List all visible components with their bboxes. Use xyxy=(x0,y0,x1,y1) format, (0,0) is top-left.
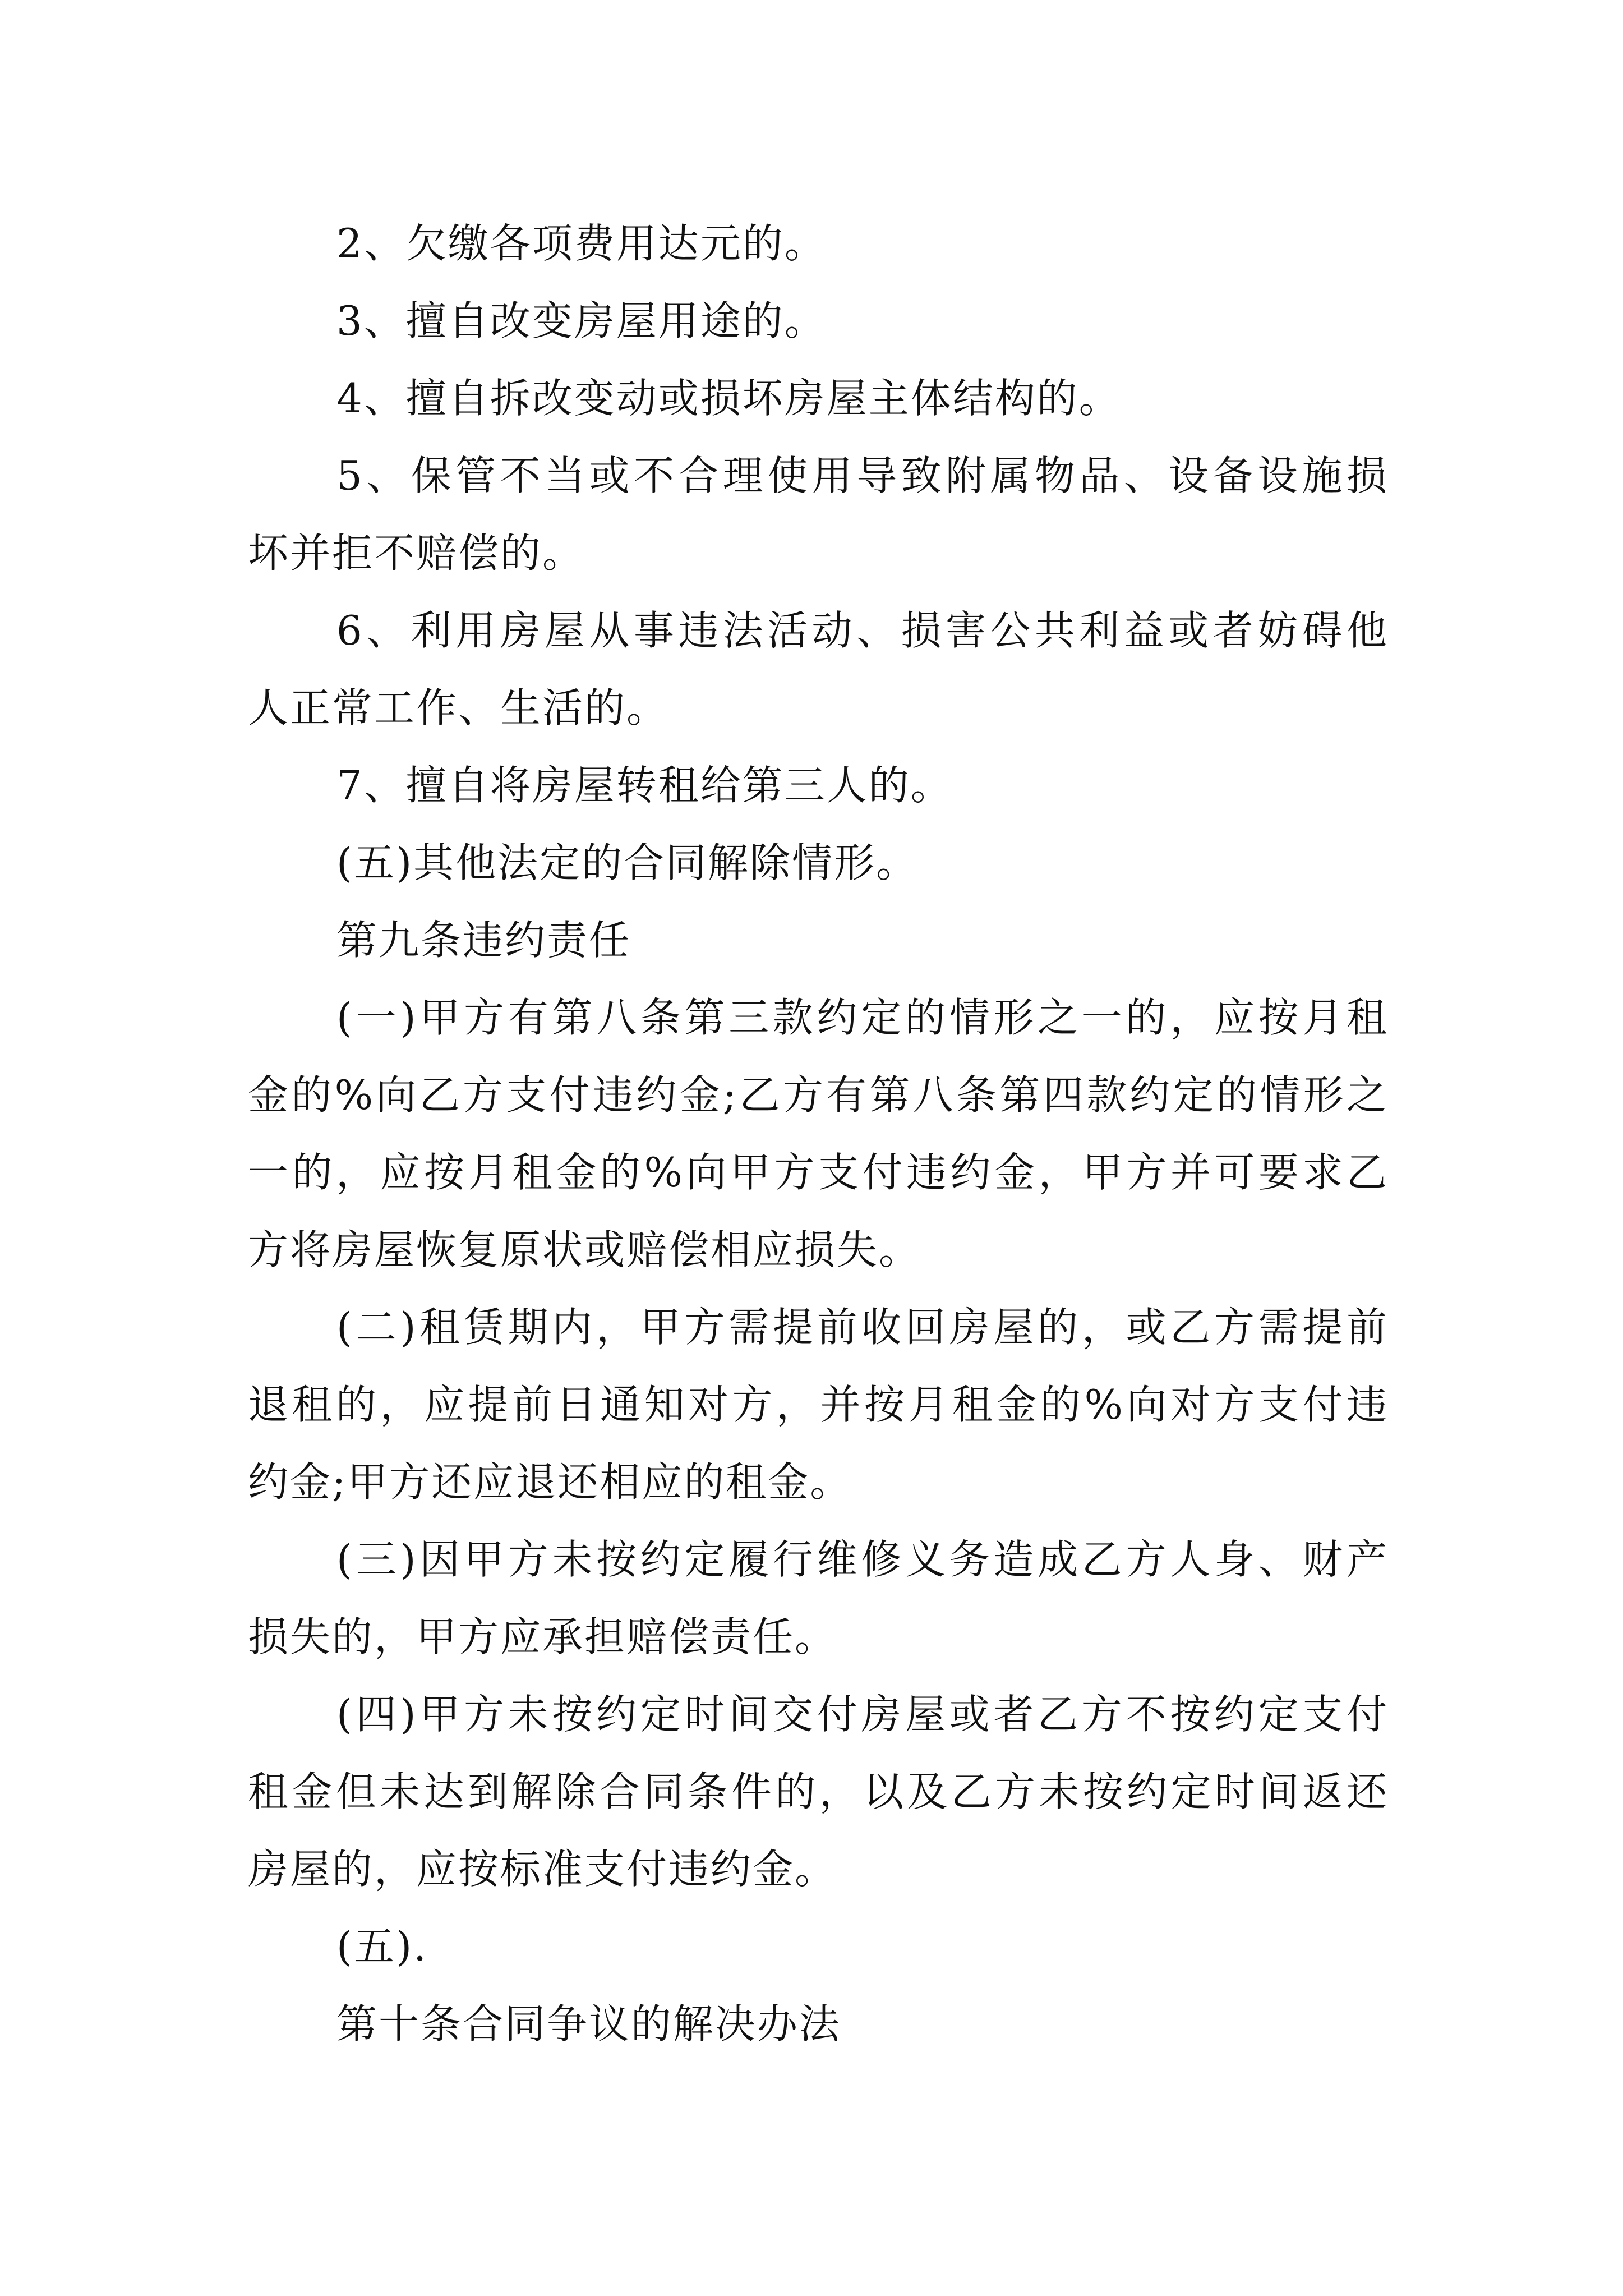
clause-item-4 xyxy=(248,360,1387,437)
text-line: 3、擅自改变房屋用途的。 xyxy=(336,297,827,344)
text-line: 第十条合同争议的解决办法 xyxy=(336,2000,842,2047)
text-line: 金的%向乙方支付违约金;乙方有第八条第四款约定的情形之 xyxy=(248,1071,1387,1119)
text-line: (五). xyxy=(336,1923,428,1970)
article-9-section-1 xyxy=(248,979,1387,1289)
text-line: 4、擅自拆改变动或损坏房屋主体结构的。 xyxy=(336,375,1121,422)
text-line: 5、保管不当或不合理使用导致附属物品、设备设施损 xyxy=(336,452,1387,499)
text-line: (五)其他法定的合同解除情形。 xyxy=(336,839,919,886)
text-line: 坏并拒不赔偿的。 xyxy=(248,530,585,577)
clause-item-6 xyxy=(248,592,1387,747)
text-line: 约金;甲方还应退还相应的租金。 xyxy=(248,1458,852,1506)
article-9-section-3 xyxy=(248,1521,1387,1676)
clause-item-7 xyxy=(248,747,1387,824)
text-line: 7、擅自将房屋转租给第三人的。 xyxy=(336,762,953,809)
text-line: 2、欠缴各项费用达元的。 xyxy=(336,220,827,267)
text-line: 房屋的，应按标准支付违约金。 xyxy=(248,1846,837,1893)
text-line: (四)甲方未按约定时间交付房屋或者乙方不按约定支付 xyxy=(336,1691,1387,1738)
text-line: 6、利用房屋从事违法活动、损害公共利益或者妨碍他 xyxy=(336,607,1387,654)
text-line: (三)因甲方未按约定履行维修义务造成乙方人身、财产 xyxy=(336,1536,1387,1583)
document-body xyxy=(248,205,1387,2063)
clause-item-2 xyxy=(248,205,1387,282)
text-line: (二)租赁期内，甲方需提前收回房屋的，或乙方需提前 xyxy=(336,1304,1387,1351)
article-10-heading xyxy=(248,1985,1387,2063)
article-9-section-4 xyxy=(248,1676,1387,1908)
text-line: (一)甲方有第八条第三款约定的情形之一的，应按月租 xyxy=(336,994,1387,1041)
article-9-section-5 xyxy=(248,1908,1387,1985)
text-line: 一的，应按月租金的%向甲方支付违约金，甲方并可要求乙 xyxy=(248,1149,1387,1196)
article-9-section-2 xyxy=(248,1289,1387,1521)
text-line: 人正常工作、生活的。 xyxy=(248,684,669,731)
clause-item-5 xyxy=(248,437,1387,592)
article-9-heading xyxy=(248,901,1387,979)
text-line: 损失的，甲方应承担赔偿责任。 xyxy=(248,1613,837,1660)
text-line: 退租的，应提前日通知对方，并按月租金的%向对方支付违 xyxy=(248,1381,1387,1428)
clause-item-3 xyxy=(248,282,1387,360)
text-line: 方将房屋恢复原状或赔偿相应损失。 xyxy=(248,1226,921,1273)
clause-section-5 xyxy=(248,824,1387,901)
text-line: 租金但未达到解除合同条件的，以及乙方未按约定时间返还 xyxy=(248,1768,1387,1815)
text-line: 第九条违约责任 xyxy=(336,917,631,964)
